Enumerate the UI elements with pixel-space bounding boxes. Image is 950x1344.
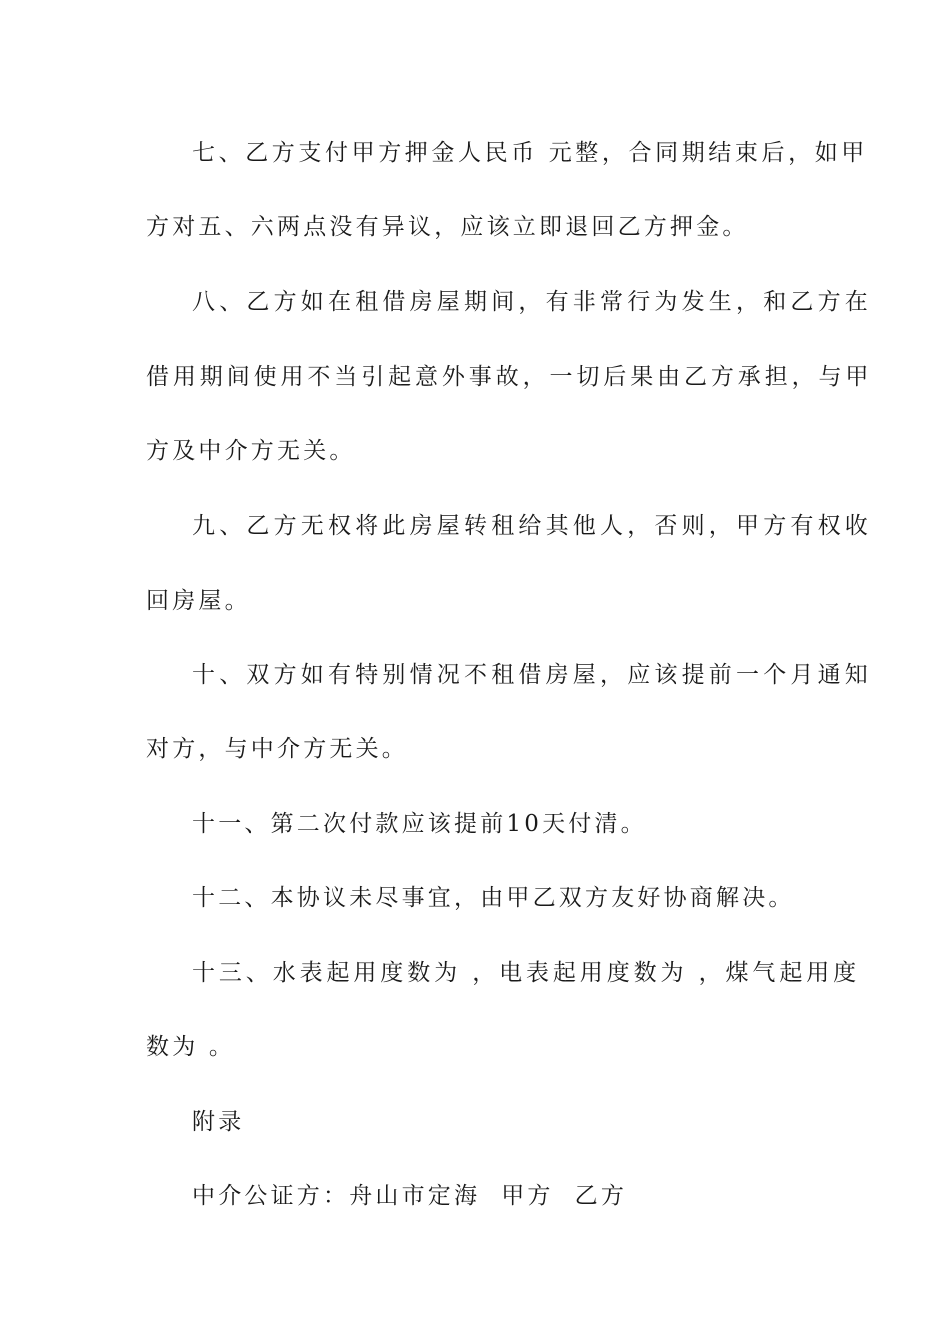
clause-8-line-2: 借用期间使用不当引起意外事故，一切后果由乙方承担，与甲 — [146, 364, 873, 390]
clause-7-line-2: 方对五、六两点没有异议，应该立即退回乙方押金。 — [146, 214, 749, 240]
appendix-heading: 附录 — [192, 1109, 245, 1135]
clause-13-line-1: 十三、水表起用度数为 ，电表起用度数为 ，煤气起用度 — [192, 960, 861, 986]
clause-10-line-1: 十、双方如有特别情况不租借房屋，应该提前一个月通知 — [192, 662, 872, 688]
clause-13-line-2: 数为 。 — [146, 1034, 236, 1060]
clause-11-line-1: 十一、第二次付款应该提前10天付清。 — [192, 811, 647, 837]
clause-9-line-1: 九、乙方无权将此房屋转租给其他人，否则，甲方有权收 — [192, 513, 872, 539]
clause-7-line-1-text: 七、乙方支付甲方押金人民币 元整，合同期结束后，如甲 — [192, 140, 868, 166]
clause-9-line-2: 回房屋。 — [146, 588, 251, 614]
signature-line: 中介公证方：舟山市定海 甲方 乙方 — [192, 1183, 628, 1209]
clause-8-line-1: 八、乙方如在租借房屋期间，有非常行为发生，和乙方在 — [192, 289, 872, 315]
clause-12-line-1: 十二、本协议未尽事宜，由甲乙双方友好协商解决。 — [192, 885, 795, 911]
clause-7-line-1 — [192, 138, 868, 168]
clause-8-line-3: 方及中介方无关。 — [146, 438, 356, 464]
clause-10-line-2: 对方，与中介方无关。 — [146, 736, 408, 762]
